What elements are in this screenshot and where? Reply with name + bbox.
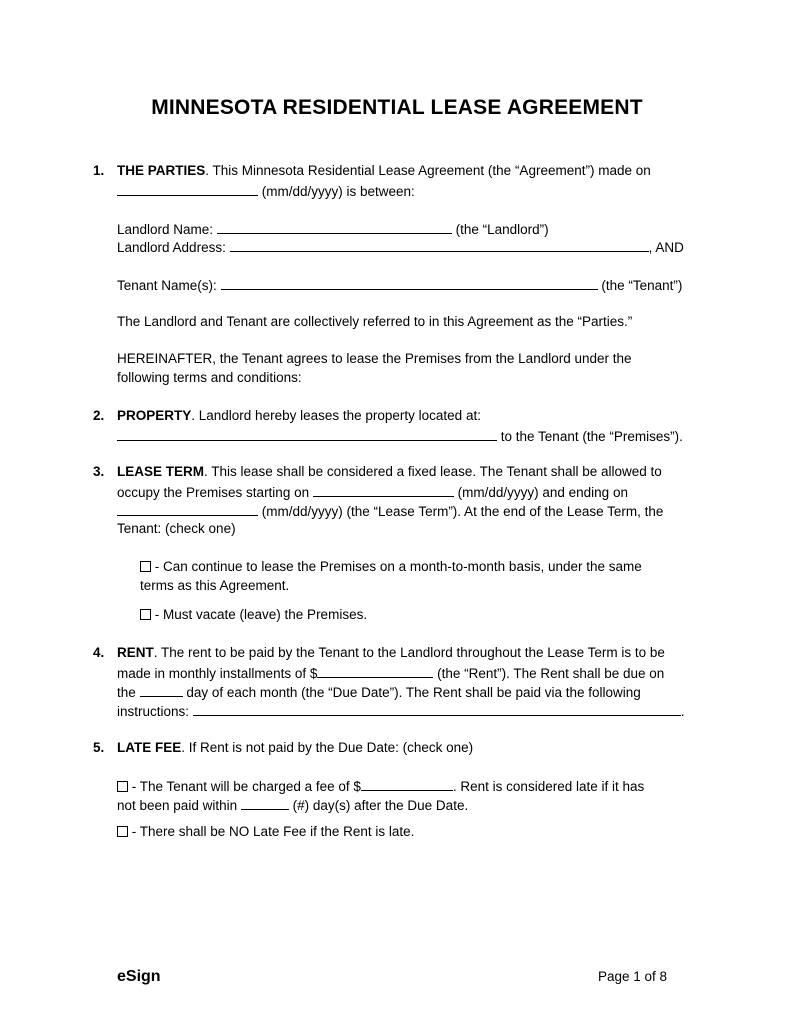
late-fee-option xyxy=(117,777,644,795)
section-5-line-1 xyxy=(117,740,473,756)
tenant-name-row xyxy=(117,276,682,294)
late-fee-label: - The Tenant will be charged a fee of $ xyxy=(128,779,361,794)
section-2-heading: PROPERTY xyxy=(117,408,192,423)
tenant-name-label: Tenant Name(s): xyxy=(117,278,217,293)
month-to-month-label: - Can continue to lease the Premises on a month-to-month basis, under the same xyxy=(151,559,642,574)
section-1-line-2 xyxy=(117,182,415,200)
section-4-line-3 xyxy=(117,683,641,701)
agreement-date-field[interactable] xyxy=(117,182,258,196)
grace-period-label: not been paid within xyxy=(117,798,238,813)
parties-definition: The Landlord and Tenant are collectively referred to in this Agreement as the “Parties.” xyxy=(117,314,633,329)
grace-days-field[interactable] xyxy=(241,796,289,810)
tenant-name-field[interactable] xyxy=(221,276,598,290)
start-date-field[interactable] xyxy=(313,483,454,497)
rent-amount-field[interactable] xyxy=(317,664,433,678)
property-address-field[interactable] xyxy=(117,427,497,441)
section-1-intro: . This Minnesota Residential Lease Agreement (the “Agreement”) made on xyxy=(205,163,651,178)
page-number: Page 1 of 8 xyxy=(598,969,668,984)
document-title: MINNESOTA RESIDENTIAL LEASE AGREEMENT xyxy=(151,96,643,119)
grace-period-suffix: (#) day(s) after the Due Date. xyxy=(292,798,469,813)
due-day-label: day of each month (the “Due Date”). The Rent shall be paid via the following xyxy=(186,685,641,700)
landlord-suffix: (the “Landlord”) xyxy=(455,222,549,237)
tenant-suffix: (the “Tenant”) xyxy=(601,278,683,293)
due-day-field[interactable] xyxy=(140,683,183,697)
rent-due-label: (the “Rent”). The Rent shall be due on xyxy=(437,666,665,681)
landlord-name-label: Landlord Name: xyxy=(117,222,214,237)
end-date-field[interactable] xyxy=(117,502,258,516)
section-4-intro: . The rent to be paid by the Tenant to the Landlord throughout the Lease Term is to be xyxy=(153,645,665,660)
hereinafter-line-2: following terms and conditions: xyxy=(117,370,302,385)
section-5-number: 5. xyxy=(93,740,105,755)
month-to-month-option xyxy=(140,559,642,575)
section-3-line-2 xyxy=(117,483,628,501)
date-format-label: (mm/dd/yyyy) is between: xyxy=(261,184,415,199)
hereinafter-line-1: HEREINAFTER, the Tenant agrees to lease the Premises from the Landlord under the xyxy=(117,351,632,366)
month-to-month-option-cont: terms as this Agreement. xyxy=(140,578,290,593)
payment-instructions-field[interactable] xyxy=(193,702,681,716)
section-3-number: 3. xyxy=(93,464,105,479)
section-3-line-4: Tenant: (check one) xyxy=(117,521,236,536)
section-3-heading: LEASE TERM xyxy=(117,464,205,479)
month-to-month-checkbox[interactable] xyxy=(140,561,151,572)
landlord-address-field[interactable] xyxy=(230,238,649,252)
must-vacate-option xyxy=(140,607,367,623)
section-1-heading: THE PARTIES xyxy=(117,163,206,178)
late-fee-amount-field[interactable] xyxy=(361,777,453,791)
no-late-fee-label: - There shall be NO Late Fee if the Rent is late. xyxy=(128,824,415,839)
start-date-label: occupy the Premises starting on xyxy=(117,485,310,500)
landlord-name-field[interactable] xyxy=(217,220,452,234)
section-1-number: 1. xyxy=(93,163,105,178)
section-1-line-1 xyxy=(117,163,651,179)
section-4-heading: RENT xyxy=(117,645,154,660)
late-fee-option-cont xyxy=(117,796,468,814)
esign-logo: eSign xyxy=(117,968,161,985)
section-5-intro: . If Rent is not paid by the Due Date: (check one) xyxy=(181,740,474,755)
section-2-intro: . Landlord hereby leases the property located at: xyxy=(191,408,481,423)
and-label: , AND xyxy=(648,240,684,255)
section-4-line-1 xyxy=(117,645,665,661)
due-day-prefix: the xyxy=(117,685,136,700)
must-vacate-label: - Must vacate (leave) the Premises. xyxy=(151,607,368,622)
no-late-fee-checkbox[interactable] xyxy=(117,826,128,837)
section-3-intro: . This lease shall be considered a fixed lease. The Tenant shall be allowed to xyxy=(204,464,662,479)
landlord-address-label: Landlord Address: xyxy=(117,240,226,255)
landlord-name-row xyxy=(117,220,549,238)
section-2-number: 2. xyxy=(93,408,105,423)
section-4-number: 4. xyxy=(93,645,105,660)
instructions-label: instructions: xyxy=(117,704,190,719)
rent-amount-label: made in monthly installments of $ xyxy=(117,666,318,681)
must-vacate-checkbox[interactable] xyxy=(140,609,151,620)
no-late-fee-option xyxy=(117,824,414,840)
section-3-line-3 xyxy=(117,502,663,520)
late-fee-checkbox[interactable] xyxy=(117,781,128,792)
section-4-line-2 xyxy=(117,664,664,682)
instructions-period: . xyxy=(680,704,685,719)
section-4-line-4 xyxy=(117,702,685,720)
landlord-address-row xyxy=(117,238,684,256)
section-2-line-1 xyxy=(117,408,481,424)
end-date-label: (mm/dd/yyyy) and ending on xyxy=(457,485,628,500)
lease-term-label: (mm/dd/yyyy) (the “Lease Term”). At the end of the Lease Term, the xyxy=(261,504,664,519)
section-5-heading: LATE FEE xyxy=(117,740,182,755)
section-3-line-1 xyxy=(117,464,662,480)
premises-label: to the Tenant (the “Premises”). xyxy=(500,429,683,444)
late-fee-label-cont: . Rent is considered late if it has xyxy=(452,779,645,794)
section-2-line-2 xyxy=(117,427,683,445)
